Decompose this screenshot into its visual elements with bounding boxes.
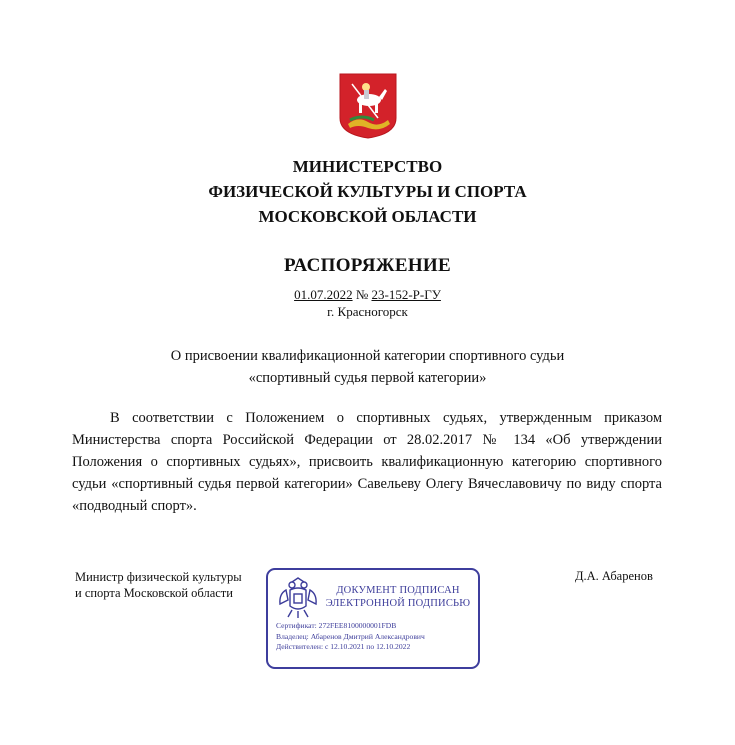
document-body: В соответствии с Положением о спортивных судьях, утвержденным приказом Министерства спорта Российской Федерации от 28.02.2017 № 134 «Об утверждении Положения о спортивных судьях», присвоить квалификационную категорию спортивного судьи «спортивный судья первой категории» Савельеву Олегу Вячеславовичу по виду спорта «подводный спорт». [72,410,662,514]
stamp-details [276,621,476,653]
ministry-name [0,154,735,229]
electronic-signature-stamp [266,568,480,669]
signer-title-line-1: Министр физической культуры [75,570,242,584]
document-city: г. Красногорск [327,304,408,319]
ministry-line-2: ФИЗИЧЕСКОЙ КУЛЬТУРЫ И СПОРТА [208,182,527,201]
document-date: 01.07.2022 [294,287,353,302]
subject-line-2: «спортивный судья первой категории» [248,370,487,386]
stamp-certificate: Сертификат: 272FEE8100000001FDB [276,621,397,630]
signer-title [75,569,265,601]
stamp-validity: Действителен: с 12.10.2021 по 12.10.2022 [276,642,411,651]
eagle-emblem-icon [276,576,320,620]
ministry-line-1: МИНИСТЕРСТВО [292,157,443,176]
document-type: РАСПОРЯЖЕНИЕ [284,255,451,276]
ministry-line-3: МОСКОВСКОЙ ОБЛАСТИ [258,207,477,226]
document-number: 23-152-Р-ГУ [371,287,441,302]
number-sign: № [355,287,369,302]
stamp-title [318,584,478,610]
stamp-owner: Владелец: Абаренов Дмитрий Александрович [276,631,425,641]
signer-title-line-2: и спорта Московской области [75,586,233,600]
subject-line-1: О присвоении квалификационной категории спортивного судьи [170,348,565,364]
stamp-title-line-2: ЭЛЕКТРОННОЙ ПОДПИСЬЮ [325,598,471,609]
date-number-line [0,287,735,303]
stamp-title-line-1: ДОКУМЕНТ ПОДПИСАН [336,585,460,596]
document-subject [120,345,615,389]
signer-name: Д.А. Абаренов [575,569,653,583]
coat-of-arms-icon [338,72,398,140]
